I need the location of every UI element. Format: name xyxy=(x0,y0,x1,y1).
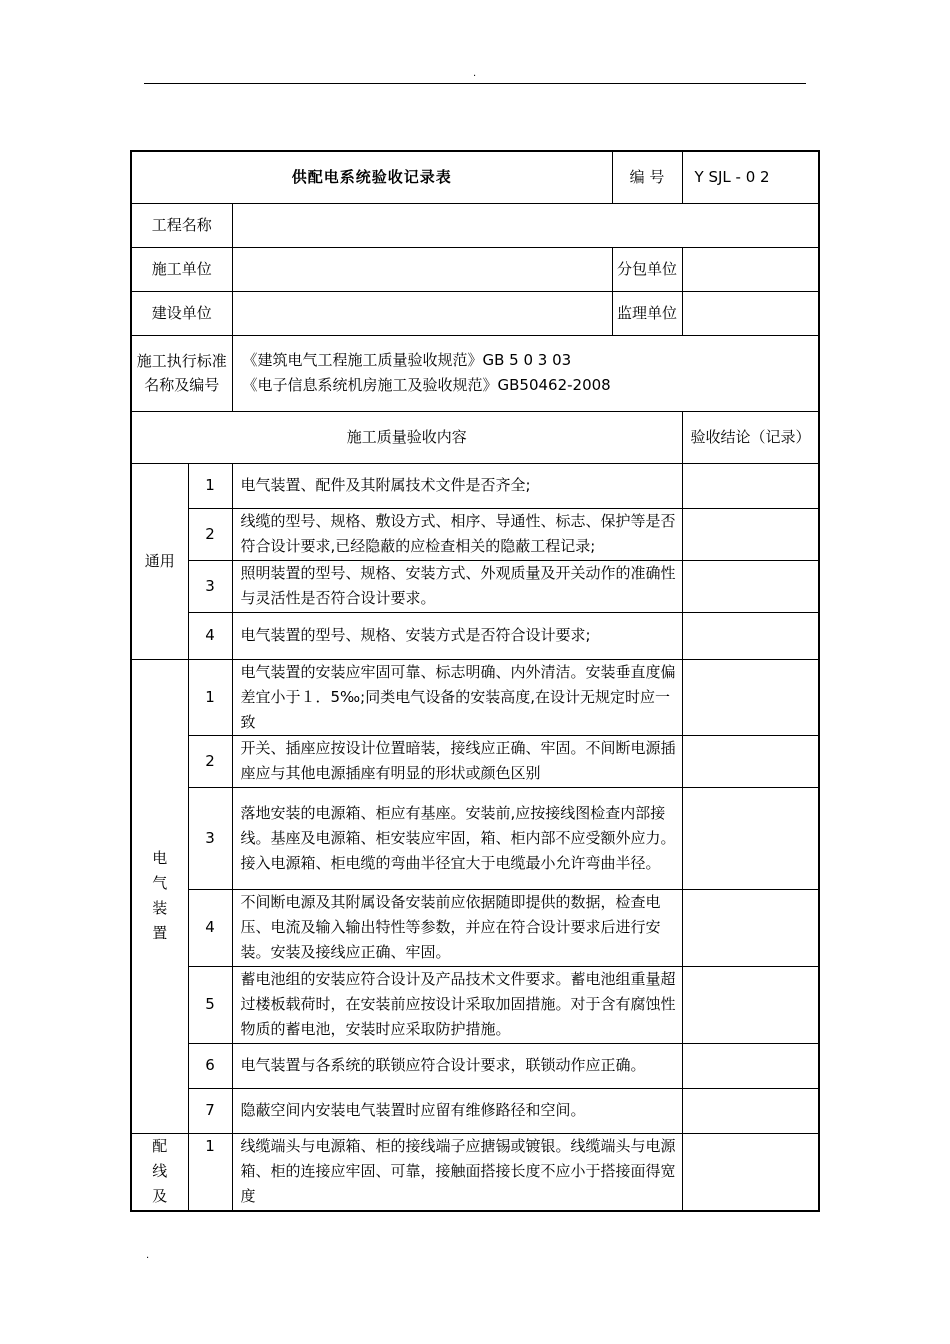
group-label: 电气装置 xyxy=(131,659,188,1133)
conclusion-field[interactable] xyxy=(682,612,819,659)
acceptance-record-table xyxy=(130,150,820,1212)
contractor-value-field[interactable] xyxy=(232,247,612,291)
item-number: 6 xyxy=(188,1043,232,1088)
table-row xyxy=(131,659,819,735)
item-number: 4 xyxy=(188,612,232,659)
owner-row xyxy=(131,291,819,335)
item-text: 线缆端头与电源箱、柜的接线端子应搪锡或镀银。线缆端头与电源箱、柜的连接应牢固、可靠，接触面搭接长度不应小于搭接面得宽度 xyxy=(232,1133,682,1211)
form-title: 供配电系统验收记录表 xyxy=(131,151,612,203)
header-rule xyxy=(144,83,806,84)
project-label: 工程名称 xyxy=(131,203,232,247)
conclusion-field[interactable] xyxy=(682,1043,819,1088)
table-row xyxy=(131,787,819,889)
conclusion-field[interactable] xyxy=(682,787,819,889)
code-value: Y SJL - 0 2 xyxy=(682,151,819,203)
item-number: 2 xyxy=(188,508,232,560)
supervisor-label: 监理单位 xyxy=(612,291,682,335)
table-row xyxy=(131,463,819,508)
subcontractor-value-field[interactable] xyxy=(682,247,819,291)
conclusion-field[interactable] xyxy=(682,1133,819,1211)
item-number: 3 xyxy=(188,787,232,889)
standard-row xyxy=(131,335,819,411)
table-row xyxy=(131,508,819,560)
item-text: 电气装置、配件及其附属技术文件是否齐全; xyxy=(232,463,682,508)
contractor-label: 施工单位 xyxy=(131,247,232,291)
content-header: 施工质量验收内容 xyxy=(131,411,682,463)
group-label: 通用 xyxy=(131,463,188,659)
item-number: 2 xyxy=(188,735,232,787)
contractor-row xyxy=(131,247,819,291)
table-row xyxy=(131,735,819,787)
item-number: 3 xyxy=(188,560,232,612)
table-row xyxy=(131,1133,819,1211)
item-text: 落地安装的电源箱、柜应有基座。安装前,应按接线图检查内部接线。基座及电源箱、柜安装应牢固，箱、柜内部不应受额外应力。接入电源箱、柜电缆的弯曲半径宜大于电缆最小允许弯曲半径。 xyxy=(232,787,682,889)
supervisor-value-field[interactable] xyxy=(682,291,819,335)
conclusion-field[interactable] xyxy=(682,1088,819,1133)
project-row xyxy=(131,203,819,247)
header-dot: . xyxy=(473,68,477,79)
item-text: 照明装置的型号、规格、安装方式、外观质量及开关动作的准确性与灵活性是否符合设计要求。 xyxy=(232,560,682,612)
subcontractor-label: 分包单位 xyxy=(612,247,682,291)
owner-label: 建设单位 xyxy=(131,291,232,335)
item-text: 蓄电池组的安装应符合设计及产品技术文件要求。蓄电池组重量超过楼板载荷时，在安装前应按设计采取加固措施。对于含有腐蚀性物质的蓄电池，安装时应采取防护措施。 xyxy=(232,966,682,1043)
standard-list xyxy=(232,335,819,411)
item-number: 1 xyxy=(188,659,232,735)
item-number: 7 xyxy=(188,1088,232,1133)
conclusion-field[interactable] xyxy=(682,508,819,560)
item-text: 隐蔽空间内安装电气装置时应留有维修路径和空间。 xyxy=(232,1088,682,1133)
content-header-row xyxy=(131,411,819,463)
conclusion-field[interactable] xyxy=(682,966,819,1043)
item-text: 电气装置与各系统的联锁应符合设计要求，联锁动作应正确。 xyxy=(232,1043,682,1088)
owner-value-field[interactable] xyxy=(232,291,612,335)
table-row xyxy=(131,966,819,1043)
item-text: 不间断电源及其附属设备安装前应依据随即提供的数据，检查电压、电流及输入输出特性等参数，并应在符合设计要求后进行安装。安装及接线应正确、牢固。 xyxy=(232,889,682,966)
standard-item: 《电子信息系统机房施工及验收规范》GB50462-2008 xyxy=(242,376,611,394)
item-text: 电气装置的型号、规格、安装方式是否符合设计要求; xyxy=(232,612,682,659)
title-row xyxy=(131,151,819,203)
item-number: 4 xyxy=(188,889,232,966)
table-row xyxy=(131,1043,819,1088)
item-text: 电气装置的安装应牢固可靠、标志明确、内外清洁。安装垂直度偏差宜小于１．5‰;同类电气设备的安装高度,在设计无规定时应一致 xyxy=(232,659,682,735)
table-row xyxy=(131,889,819,966)
conclusion-field[interactable] xyxy=(682,659,819,735)
footer-dot: . xyxy=(146,1250,150,1261)
table-row xyxy=(131,560,819,612)
conclusion-header: 验收结论（记录） xyxy=(682,411,819,463)
project-value-field[interactable] xyxy=(232,203,819,247)
code-label: 编 号 xyxy=(612,151,682,203)
item-text: 线缆的型号、规格、敷设方式、相序、导通性、标志、保护等是否符合设计要求,已经隐蔽的应检查相关的隐蔽工程记录; xyxy=(232,508,682,560)
item-number: 5 xyxy=(188,966,232,1043)
conclusion-field[interactable] xyxy=(682,463,819,508)
table-row xyxy=(131,612,819,659)
standard-item: 《建筑电气工程施工质量验收规范》GB 5 0 3 03 xyxy=(242,351,572,369)
conclusion-field[interactable] xyxy=(682,889,819,966)
conclusion-field[interactable] xyxy=(682,735,819,787)
group-label: 配线及 xyxy=(131,1133,188,1211)
item-text: 开关、插座应按设计位置暗装，接线应正确、牢固。不间断电源插座应与其他电源插座有明显的形状或颜色区别 xyxy=(232,735,682,787)
item-number: 1 xyxy=(188,463,232,508)
table-row xyxy=(131,1088,819,1133)
standard-label: 施工执行标准名称及编号 xyxy=(131,335,232,411)
conclusion-field[interactable] xyxy=(682,560,819,612)
item-number: 1 xyxy=(188,1133,232,1211)
